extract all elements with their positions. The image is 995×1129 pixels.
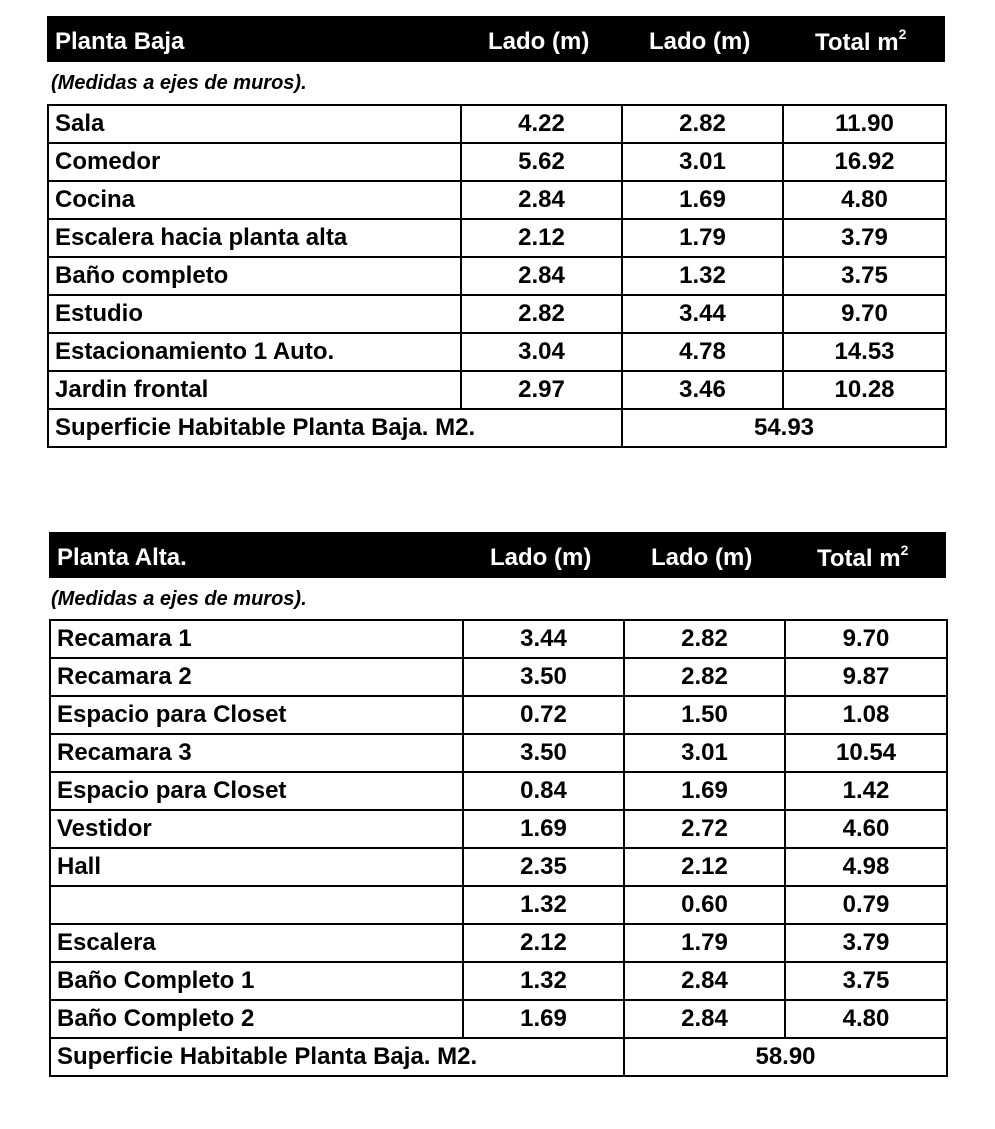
table-row bbox=[50, 696, 947, 734]
planta-baja-table bbox=[47, 104, 947, 448]
total-cell: 4.60 bbox=[785, 810, 947, 848]
lado-2-cell: 2.12 bbox=[624, 848, 785, 886]
lado-1-cell: 3.50 bbox=[463, 734, 624, 772]
planta-baja-header bbox=[47, 16, 945, 62]
table-row bbox=[50, 886, 947, 924]
room-name-cell: Baño Completo 2 bbox=[50, 1000, 463, 1038]
table-row bbox=[50, 658, 947, 696]
room-name-cell: Jardin frontal bbox=[48, 371, 461, 409]
room-name-cell: Recamara 3 bbox=[50, 734, 463, 772]
room-name-cell: Recamara 2 bbox=[50, 658, 463, 696]
room-name-cell: Estudio bbox=[48, 295, 461, 333]
lado-2-cell: 2.84 bbox=[624, 1000, 785, 1038]
total-row bbox=[48, 409, 946, 447]
table-row bbox=[48, 257, 946, 295]
header-total-label: Total m bbox=[817, 545, 901, 572]
lado-1-cell: 2.12 bbox=[463, 924, 624, 962]
table-row bbox=[50, 810, 947, 848]
lado-1-cell: 2.84 bbox=[461, 257, 622, 295]
table-row bbox=[50, 734, 947, 772]
planta-alta-note: (Medidas a ejes de muros). bbox=[51, 588, 307, 610]
lado-1-cell: 3.44 bbox=[463, 620, 624, 658]
total-row bbox=[50, 1038, 947, 1076]
table-row bbox=[50, 962, 947, 1000]
planta-alta-header bbox=[49, 532, 946, 578]
lado-2-cell: 3.01 bbox=[622, 143, 783, 181]
lado-1-cell: 2.84 bbox=[461, 181, 622, 219]
total-cell: 11.90 bbox=[783, 105, 946, 143]
lado-2-cell: 2.82 bbox=[624, 620, 785, 658]
table-row bbox=[50, 772, 947, 810]
room-name-cell: Espacio para Closet bbox=[50, 772, 463, 810]
table-row bbox=[48, 105, 946, 143]
header-lado-1: Lado (m) bbox=[490, 544, 592, 571]
lado-1-cell: 1.32 bbox=[463, 886, 624, 924]
total-cell: 14.53 bbox=[783, 333, 946, 371]
room-name-cell: Baño completo bbox=[48, 257, 461, 295]
lado-1-cell: 3.50 bbox=[463, 658, 624, 696]
lado-2-cell: 2.82 bbox=[624, 658, 785, 696]
total-cell: 10.28 bbox=[783, 371, 946, 409]
table-row bbox=[50, 924, 947, 962]
header-title: Planta Baja bbox=[55, 28, 185, 55]
room-name-cell: Cocina bbox=[48, 181, 461, 219]
lado-1-cell: 5.62 bbox=[461, 143, 622, 181]
total-cell: 4.80 bbox=[783, 181, 946, 219]
room-name-cell: Escalera bbox=[50, 924, 463, 962]
planta-baja-note: (Medidas a ejes de muros). bbox=[51, 72, 307, 94]
lado-1-cell: 2.35 bbox=[463, 848, 624, 886]
total-cell: 10.54 bbox=[785, 734, 947, 772]
planta-alta-table bbox=[49, 619, 948, 1077]
lado-1-cell: 0.72 bbox=[463, 696, 624, 734]
lado-1-cell: 2.82 bbox=[461, 295, 622, 333]
header-total bbox=[815, 28, 906, 57]
lado-2-cell: 2.72 bbox=[624, 810, 785, 848]
room-name-cell: Vestidor bbox=[50, 810, 463, 848]
total-cell: 3.79 bbox=[785, 924, 947, 962]
lado-2-cell: 4.78 bbox=[622, 333, 783, 371]
room-name-cell: Recamara 1 bbox=[50, 620, 463, 658]
total-label: Superficie Habitable Planta Baja. M2. bbox=[50, 1038, 624, 1076]
room-name-cell: Comedor bbox=[48, 143, 461, 181]
lado-1-cell: 0.84 bbox=[463, 772, 624, 810]
room-name-cell bbox=[50, 886, 463, 924]
table-row bbox=[50, 1000, 947, 1038]
lado-1-cell: 4.22 bbox=[461, 105, 622, 143]
total-cell: 3.79 bbox=[783, 219, 946, 257]
lado-2-cell: 0.60 bbox=[624, 886, 785, 924]
total-cell: 9.70 bbox=[785, 620, 947, 658]
lado-1-cell: 1.69 bbox=[463, 810, 624, 848]
header-total-exponent: 2 bbox=[900, 542, 909, 558]
total-cell: 1.08 bbox=[785, 696, 947, 734]
lado-2-cell: 2.82 bbox=[622, 105, 783, 143]
lado-2-cell: 3.44 bbox=[622, 295, 783, 333]
lado-2-cell: 1.69 bbox=[624, 772, 785, 810]
header-total bbox=[817, 544, 908, 573]
lado-2-cell: 1.32 bbox=[622, 257, 783, 295]
lado-2-cell: 1.50 bbox=[624, 696, 785, 734]
lado-1-cell: 2.12 bbox=[461, 219, 622, 257]
lado-2-cell: 3.01 bbox=[624, 734, 785, 772]
total-cell: 4.98 bbox=[785, 848, 947, 886]
table-row bbox=[48, 333, 946, 371]
header-lado-2: Lado (m) bbox=[649, 28, 751, 55]
header-total-exponent: 2 bbox=[898, 26, 907, 42]
header-lado-1: Lado (m) bbox=[488, 28, 590, 55]
total-cell: 16.92 bbox=[783, 143, 946, 181]
lado-1-cell: 3.04 bbox=[461, 333, 622, 371]
total-value: 58.90 bbox=[624, 1038, 947, 1076]
total-cell: 1.42 bbox=[785, 772, 947, 810]
total-value: 54.93 bbox=[622, 409, 946, 447]
header-title: Planta Alta. bbox=[57, 544, 187, 571]
table-row bbox=[50, 848, 947, 886]
table-row bbox=[48, 143, 946, 181]
table-row bbox=[48, 181, 946, 219]
room-name-cell: Espacio para Closet bbox=[50, 696, 463, 734]
table-row bbox=[50, 620, 947, 658]
total-cell: 9.70 bbox=[783, 295, 946, 333]
lado-1-cell: 2.97 bbox=[461, 371, 622, 409]
lado-1-cell: 1.69 bbox=[463, 1000, 624, 1038]
lado-2-cell: 1.69 bbox=[622, 181, 783, 219]
header-lado-2: Lado (m) bbox=[651, 544, 753, 571]
room-name-cell: Sala bbox=[48, 105, 461, 143]
lado-2-cell: 3.46 bbox=[622, 371, 783, 409]
table-row bbox=[48, 295, 946, 333]
total-label: Superficie Habitable Planta Baja. M2. bbox=[48, 409, 622, 447]
table-row bbox=[48, 371, 946, 409]
table-row bbox=[48, 219, 946, 257]
total-cell: 4.80 bbox=[785, 1000, 947, 1038]
lado-2-cell: 2.84 bbox=[624, 962, 785, 1000]
total-cell: 3.75 bbox=[785, 962, 947, 1000]
total-cell: 9.87 bbox=[785, 658, 947, 696]
header-total-label: Total m bbox=[815, 29, 899, 56]
lado-1-cell: 1.32 bbox=[463, 962, 624, 1000]
room-name-cell: Hall bbox=[50, 848, 463, 886]
room-name-cell: Escalera hacia planta alta bbox=[48, 219, 461, 257]
room-name-cell: Estacionamiento 1 Auto. bbox=[48, 333, 461, 371]
room-name-cell: Baño Completo 1 bbox=[50, 962, 463, 1000]
total-cell: 0.79 bbox=[785, 886, 947, 924]
lado-2-cell: 1.79 bbox=[624, 924, 785, 962]
lado-2-cell: 1.79 bbox=[622, 219, 783, 257]
total-cell: 3.75 bbox=[783, 257, 946, 295]
